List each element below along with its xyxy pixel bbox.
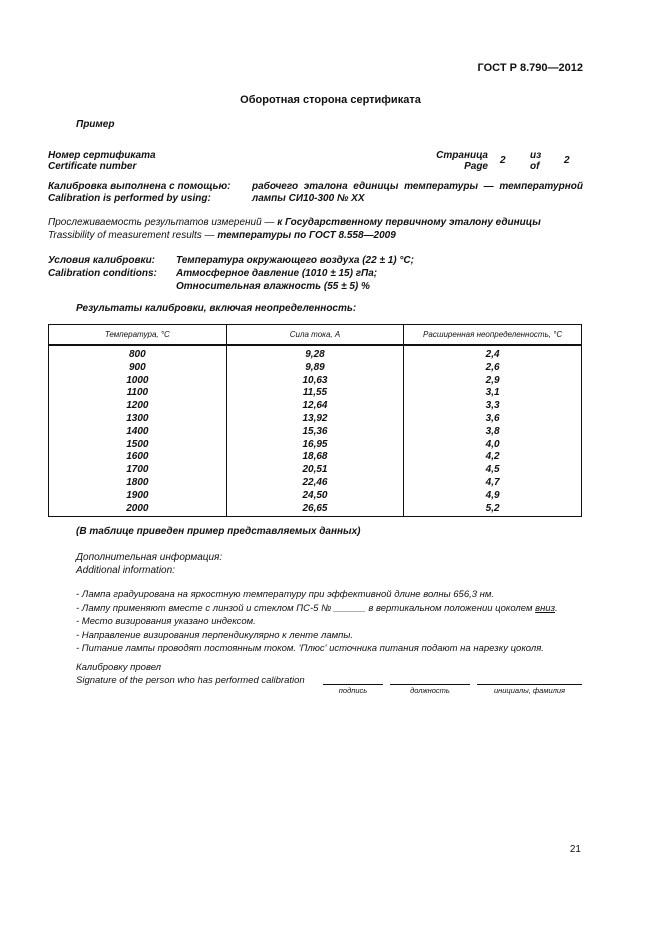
table-header-row <box>49 325 582 346</box>
table-row <box>49 477 582 490</box>
cell-temperature: 1800 <box>49 477 227 490</box>
table-row <box>49 451 582 464</box>
cell-uncertainty: 2,4 <box>404 345 582 362</box>
cell-temperature: 1000 <box>49 375 227 388</box>
signature-label: Калибровку провел Signature of the person who has performed calibration <box>76 662 305 686</box>
cell-uncertainty: 3,6 <box>404 413 582 426</box>
cell-current: 15,36 <box>226 426 404 439</box>
cell-uncertainty: 4,7 <box>404 477 582 490</box>
cell-current: 16,95 <box>226 439 404 452</box>
cell-temperature: 1600 <box>49 451 227 464</box>
cell-current: 20,51 <box>226 464 404 477</box>
calibration-table <box>48 324 582 517</box>
certificate-number-label: Номер сертификата Certificate number <box>48 150 156 172</box>
table-row <box>49 413 582 426</box>
example-label: Пример <box>76 119 115 130</box>
cell-current: 9,28 <box>226 345 404 362</box>
of-value: 2 <box>564 155 570 166</box>
cell-temperature: 1900 <box>49 490 227 503</box>
signature-caption: подпись <box>338 686 368 695</box>
page-label: Страница Page <box>436 150 488 172</box>
traceability: Прослеживаемость результатов измерений — к Государственному первичному эталону единицы Trassibility of measurement results — температуры по ГОСТ 8.558—2009 <box>48 217 541 241</box>
position-caption: должность <box>410 686 450 695</box>
cell-uncertainty: 3,3 <box>404 400 582 413</box>
standard-code: ГОСТ Р 8.790—2012 <box>477 62 583 74</box>
cell-uncertainty: 2,6 <box>404 362 582 375</box>
cell-current: 13,92 <box>226 413 404 426</box>
cell-current: 26,65 <box>226 503 404 517</box>
signature-line[interactable] <box>323 684 383 685</box>
cell-current: 10,63 <box>226 375 404 388</box>
conditions-label: Условия калибровки: Calibration conditions: <box>48 255 157 279</box>
table-row <box>49 464 582 477</box>
cell-uncertainty: 4,9 <box>404 490 582 503</box>
cell-current: 12,64 <box>226 400 404 413</box>
cell-temperature: 1700 <box>49 464 227 477</box>
header-current: Сила тока, А <box>226 325 404 346</box>
table-row <box>49 400 582 413</box>
cell-temperature: 1100 <box>49 387 227 400</box>
table-row <box>49 387 582 400</box>
cell-temperature: 1200 <box>49 400 227 413</box>
table-row <box>49 503 582 517</box>
cell-temperature: 900 <box>49 362 227 375</box>
cell-temperature: 1500 <box>49 439 227 452</box>
position-line[interactable] <box>390 684 470 685</box>
page-value: 2 <box>500 155 506 166</box>
cell-uncertainty: 2,9 <box>404 375 582 388</box>
list-item: - Лампа градуирована на яркостную температуру при эффективной длине волны 656,3 нм. <box>76 589 495 600</box>
cell-temperature: 800 <box>49 345 227 362</box>
of-label: из of <box>530 150 542 172</box>
cell-uncertainty: 4,0 <box>404 439 582 452</box>
results-heading: Результаты калибровки, включая неопределенность: <box>76 303 357 314</box>
cell-current: 18,68 <box>226 451 404 464</box>
table-row <box>49 375 582 388</box>
additional-info-label: Дополнительная информация: Additional information: <box>76 552 223 576</box>
cell-current: 11,55 <box>226 387 404 400</box>
cell-current: 24,50 <box>226 490 404 503</box>
page-number: 21 <box>569 844 581 855</box>
list-item: - Направление визирования перпендикулярно к ленте лампы. <box>76 629 354 641</box>
conditions-values: Температура окружающего воздуха (22 ± 1) °С; Атмосферное давление (1010 ± 15) гПа; Относительная влажность (55 ± 5) % <box>176 255 414 292</box>
calibration-by-label: Калибровка выполнена с помощью: Calibration is performed by using: <box>48 181 231 204</box>
page-title: Оборотная сторона сертификата <box>240 94 421 106</box>
cell-uncertainty: 3,1 <box>404 387 582 400</box>
cell-uncertainty: 4,5 <box>404 464 582 477</box>
cell-uncertainty: 5,2 <box>404 503 582 517</box>
header-uncertainty: Расширенная неопределенность, °С <box>404 325 582 346</box>
list-item: - Место визирования указано индексом. <box>76 616 256 627</box>
table-row <box>49 426 582 439</box>
table-row <box>49 439 582 452</box>
list-item: - Лампу применяют вместе с линзой и стеклом ПС-5 № ______ в вертикальном положении цоколем вниз. <box>76 602 558 614</box>
cell-temperature: 1400 <box>49 426 227 439</box>
cell-temperature: 2000 <box>49 503 227 517</box>
table-row <box>49 345 582 362</box>
table-note: (В таблице приведен пример представляемых данных) <box>76 526 361 537</box>
cell-current: 22,46 <box>226 477 404 490</box>
calibration-by-value: рабочего эталона единицы температуры — температурной лампы СИ10-300 № ХХ <box>252 181 583 204</box>
cell-temperature: 1300 <box>49 413 227 426</box>
table-row <box>49 490 582 503</box>
table-row <box>49 362 582 375</box>
name-caption: инициалы, фамилия <box>493 686 566 695</box>
cell-uncertainty: 3,8 <box>404 426 582 439</box>
cell-uncertainty: 4,2 <box>404 451 582 464</box>
additional-info-list <box>76 588 558 656</box>
cell-current: 9,89 <box>226 362 404 375</box>
header-temperature: Температура, °С <box>49 325 227 346</box>
list-item: - Питание лампы проводят постоянным током. 'Плюс' источника питания подают на нарезку цоколя. <box>76 643 544 654</box>
name-line[interactable] <box>477 684 582 685</box>
